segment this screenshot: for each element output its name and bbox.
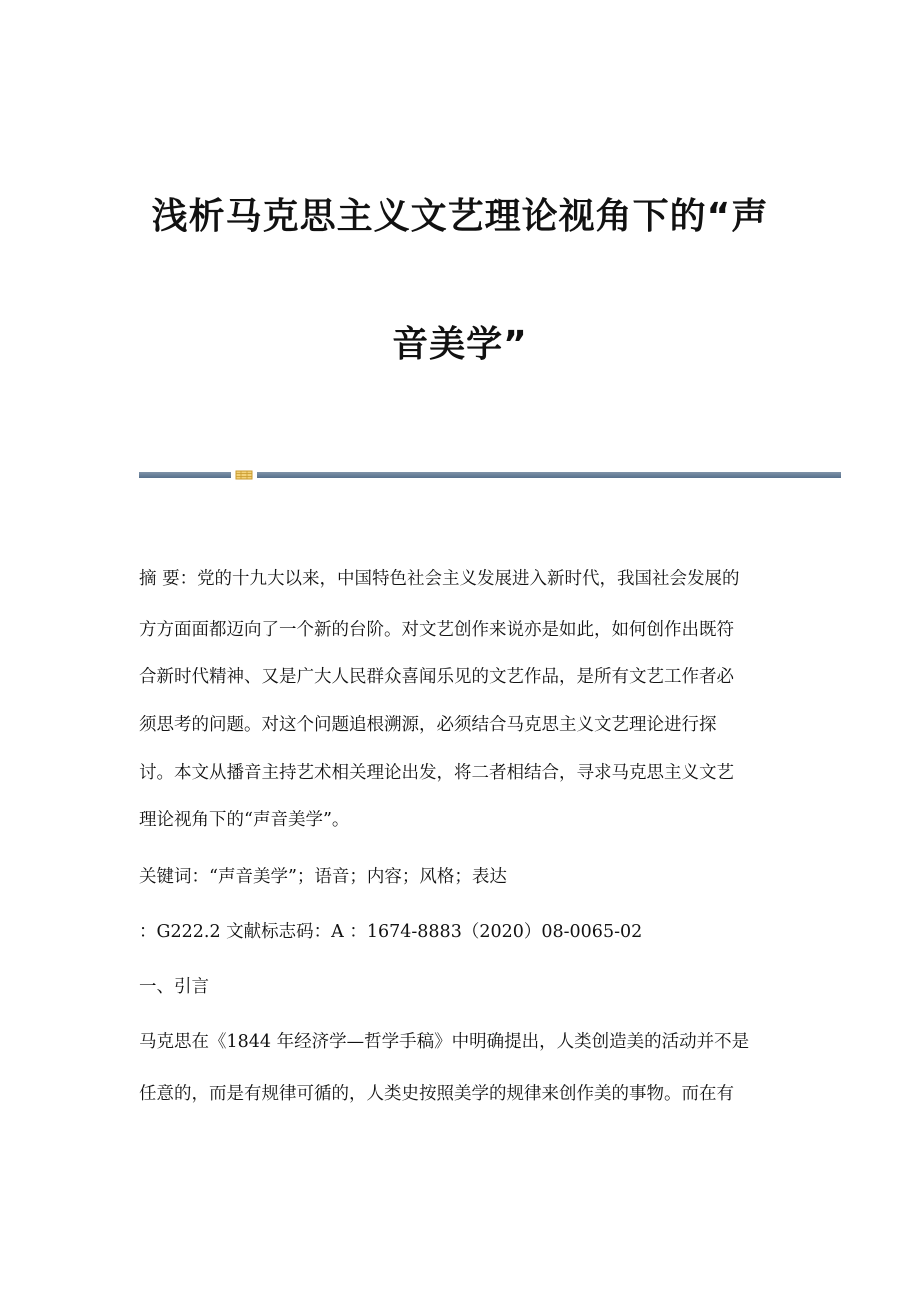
keywords-line: 关键词：“声音美学”；语音；内容；风格；表达 — [139, 867, 507, 887]
abstract-line-4: 须思考的问题。对这个问题追根溯源，必须结合马克思主义文艺理论进行探 — [139, 715, 717, 735]
abstract-line-5: 讨。本文从播音主持艺术相关理论出发，将二者相结合，寻求马克思主义文艺 — [139, 763, 734, 783]
abstract-line-2: 方方面面都迈向了一个新的台阶。对文艺创作来说亦是如此，如何创作出既符 — [139, 620, 734, 640]
abstract-line-3: 合新时代精神、又是广大人民群众喜闻乐见的文艺作品，是所有文艺工作者必 — [139, 667, 734, 687]
ornament-icon — [235, 470, 253, 480]
body-line-2: 任意的，而是有规律可循的，人类史按照美学的规律来创作美的事物。而在有 — [139, 1084, 734, 1104]
document-title-line-1: 浅析马克思主义文艺理论视角下的“声 — [151, 196, 769, 237]
classification-line: ：G222.2 文献标志码：A ：1674-8883（2020）08-0065-02 — [139, 922, 643, 942]
divider-bar-right — [257, 472, 841, 478]
document-title-line-2: 音美学” — [392, 324, 528, 365]
title-divider — [139, 470, 841, 479]
body-line-1: 马克思在《1844 年经济学—哲学手稿》中明确提出，人类创造美的活动并不是 — [139, 1032, 750, 1052]
abstract-line-1: 摘 要：党的十九大以来，中国特色社会主义发展进入新时代，我国社会发展的 — [139, 569, 740, 589]
divider-bar-left — [139, 472, 231, 478]
abstract-line-6: 理论视角下的“声音美学”。 — [139, 810, 350, 830]
section-heading: 一、引言 — [139, 977, 209, 997]
